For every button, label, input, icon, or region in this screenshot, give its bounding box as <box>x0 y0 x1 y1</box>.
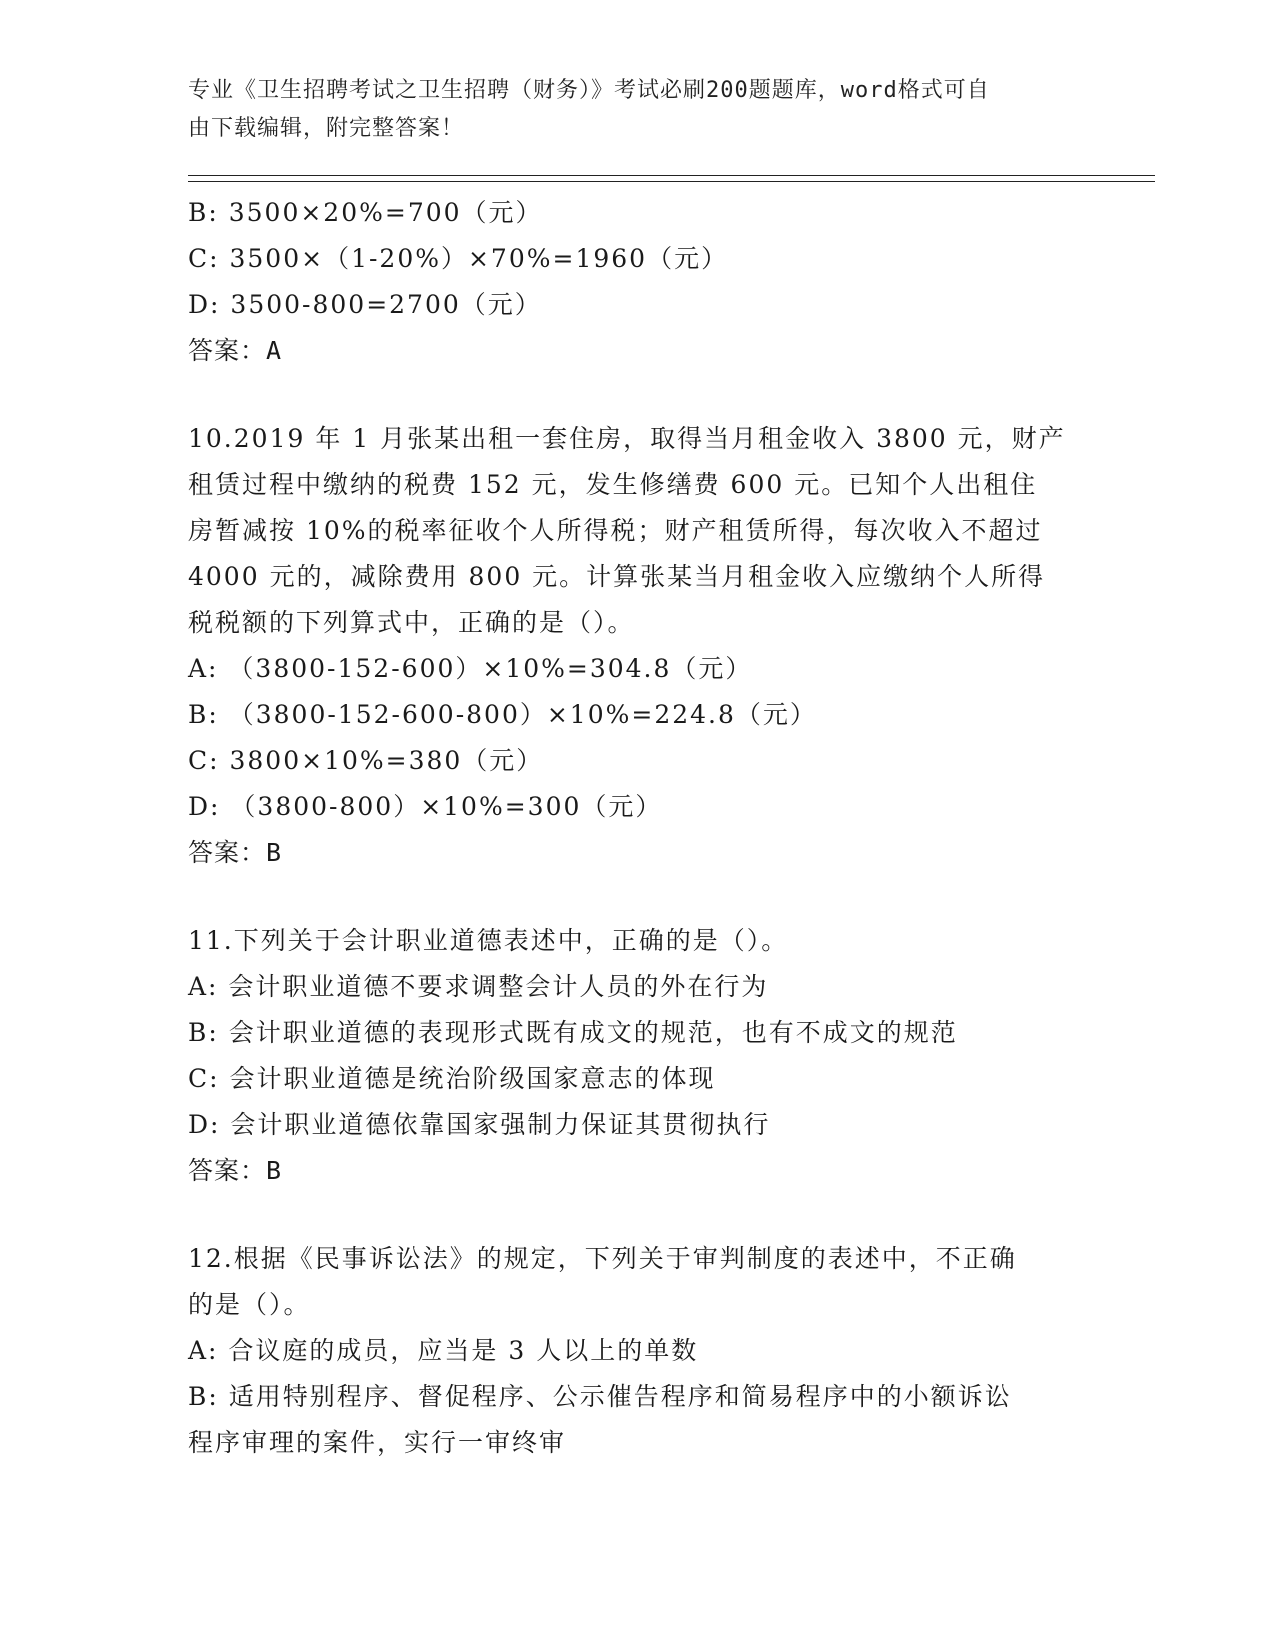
spacer <box>188 876 1088 918</box>
question-stem-line: 税税额的下列算式中，正确的是（）。 <box>188 608 635 637</box>
question-stem-line: 的是（）。 <box>188 1290 311 1319</box>
option-b-continued: 程序审理的案件，实行一审终审 <box>188 1428 567 1457</box>
option-a: A: 合议庭的成员，应当是 3 人以上的单数 <box>188 1336 699 1365</box>
spacer <box>188 374 1088 416</box>
document-header <box>188 72 1088 148</box>
answer-line: 答案：A <box>188 336 283 365</box>
question-stem-line: 12.根据《民事诉讼法》的规定，下列关于审判制度的表述中，不正确 <box>188 1244 1017 1273</box>
question-9-tail <box>188 190 1088 374</box>
option-b: B: 适用特别程序、督促程序、公示催告程序和简易程序中的小额诉讼 <box>188 1382 1012 1411</box>
document-body <box>188 190 1088 1466</box>
option-c: C: 会计职业道德是统治阶级国家意志的体现 <box>188 1064 716 1093</box>
question-stem-line: 租赁过程中缴纳的税费 152 元，发生修缮费 600 元。已知个人出租住 <box>188 470 1038 499</box>
option-c: C: 3800×10%=380（元） <box>188 746 544 775</box>
question-10 <box>188 416 1088 876</box>
question-11 <box>188 918 1088 1194</box>
question-stem-line: 11.下列关于会计职业道德表述中，正确的是（）。 <box>188 926 789 955</box>
option-a: A: 会计职业道德不要求调整会计人员的外在行为 <box>188 972 769 1001</box>
option-d: D: 3500-800=2700（元） <box>188 290 542 319</box>
option-a: A: （3800-152-600）×10%=304.8（元） <box>188 654 753 683</box>
spacer <box>188 1194 1088 1236</box>
option-d: D: 会计职业道德依靠国家强制力保证其贯彻执行 <box>188 1110 771 1139</box>
question-stem-line: 10.2019 年 1 月张某出租一套住房，取得当月租金收入 3800 元，财产 <box>188 424 1066 453</box>
option-d: D: （3800-800）×10%=300（元） <box>188 792 663 821</box>
option-c: C: 3500×（1-20%）×70%=1960（元） <box>188 244 729 273</box>
answer-line: 答案：B <box>188 838 283 867</box>
header-rule-bottom <box>188 181 1155 182</box>
header-title-line-1: 专业《卫生招聘考试之卫生招聘（财务）》考试必刷200题题库，word格式可自 <box>188 78 990 103</box>
option-b: B: （3800-152-600-800）×10%=224.8（元） <box>188 700 817 729</box>
option-b: B: 会计职业道德的表现形式既有成文的规范，也有不成文的规范 <box>188 1018 958 1047</box>
header-title-line-2: 由下载编辑，附完整答案！ <box>188 116 465 141</box>
header-rule-top <box>188 175 1155 176</box>
question-12 <box>188 1236 1088 1466</box>
question-stem-line: 4000 元的，减除费用 800 元。计算张某当月租金收入应缴纳个人所得 <box>188 562 1046 591</box>
answer-line: 答案：B <box>188 1156 283 1185</box>
question-stem-line: 房暂减按 10%的税率征收个人所得税；财产租赁所得，每次收入不超过 <box>188 516 1043 545</box>
option-b: B: 3500×20%=700（元） <box>188 198 543 227</box>
